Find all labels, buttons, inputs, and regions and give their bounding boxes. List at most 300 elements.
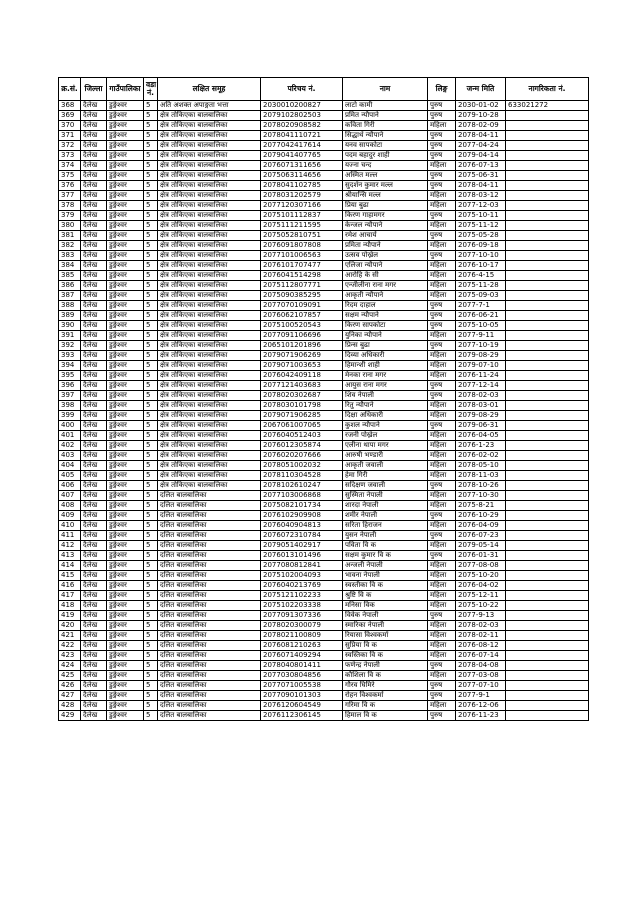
- cell-id-number: 2078020302687: [261, 391, 343, 401]
- cell-target-group: क्षेत्र तोकिएका बालबालिका: [158, 191, 261, 201]
- cell-citizenship-number: [506, 121, 589, 131]
- cell-citizenship-number: [506, 581, 589, 591]
- cell-district: दैलेख: [81, 431, 107, 441]
- cell-serial: 427: [59, 691, 81, 701]
- cell-district: दैलेख: [81, 231, 107, 241]
- cell-birth-date: 2078-02-03: [456, 621, 506, 631]
- cell-district: दैलेख: [81, 441, 107, 451]
- cell-target-group: क्षेत्र तोकिएका बालबालिका: [158, 111, 261, 121]
- table-row: [59, 661, 589, 671]
- cell-name: स्वस्तिका वि क: [343, 651, 428, 661]
- cell-district: दैलेख: [81, 631, 107, 641]
- table-row: [59, 341, 589, 351]
- cell-serial: 407: [59, 491, 81, 501]
- cell-id-number: 2075102004093: [261, 571, 343, 581]
- cell-birth-date: 2079-10-28: [456, 111, 506, 121]
- cell-id-number: 2076042409118: [261, 371, 343, 381]
- cell-municipality: डुङ्गेश्वर: [107, 311, 144, 321]
- cell-target-group: दलित बालबालिका: [158, 691, 261, 701]
- cell-municipality: डुङ्गेश्वर: [107, 421, 144, 431]
- cell-municipality: डुङ्गेश्वर: [107, 591, 144, 601]
- cell-target-group: क्षेत्र तोकिएका बालबालिका: [158, 231, 261, 241]
- cell-citizenship-number: [506, 301, 589, 311]
- cell-gender: महिला: [428, 501, 456, 511]
- cell-gender: महिला: [428, 281, 456, 291]
- cell-birth-date: 2079-08-29: [456, 351, 506, 361]
- cell-target-group: दलित बालबालिका: [158, 681, 261, 691]
- cell-citizenship-number: [506, 111, 589, 121]
- cell-ward: 5: [144, 271, 158, 281]
- cell-id-number: 2077103006868: [261, 491, 343, 501]
- cell-ward: 5: [144, 151, 158, 161]
- cell-id-number: 2079071003653: [261, 361, 343, 371]
- table-row: [59, 571, 589, 581]
- cell-citizenship-number: [506, 501, 589, 511]
- cell-ward: 5: [144, 471, 158, 481]
- cell-gender: महिला: [428, 491, 456, 501]
- cell-ward: 5: [144, 381, 158, 391]
- cell-target-group: दलित बालबालिका: [158, 711, 261, 721]
- cell-serial: 413: [59, 551, 81, 561]
- cell-citizenship-number: [506, 531, 589, 541]
- header-citizenship-number: नागरिकता नं.: [506, 78, 589, 101]
- cell-birth-date: 2076-10-29: [456, 511, 506, 521]
- cell-target-group: दलित बालबालिका: [158, 701, 261, 711]
- cell-gender: महिला: [428, 121, 456, 131]
- cell-citizenship-number: [506, 541, 589, 551]
- cell-citizenship-number: [506, 701, 589, 711]
- cell-name: एलिजा न्यौपाने: [343, 261, 428, 271]
- cell-name: शारदा नेपाली: [343, 501, 428, 511]
- cell-id-number: 2078040801411: [261, 661, 343, 671]
- cell-citizenship-number: [506, 361, 589, 371]
- cell-district: दैलेख: [81, 191, 107, 201]
- cell-citizenship-number: [506, 571, 589, 581]
- cell-birth-date: 2076-04-02: [456, 581, 506, 591]
- cell-birth-date: 2076-09-18: [456, 241, 506, 251]
- cell-id-number: 2077071005538: [261, 681, 343, 691]
- cell-id-number: 2078031202579: [261, 191, 343, 201]
- cell-serial: 399: [59, 411, 81, 421]
- cell-district: दैलेख: [81, 561, 107, 571]
- cell-ward: 5: [144, 311, 158, 321]
- cell-municipality: डुङ्गेश्वर: [107, 111, 144, 121]
- cell-name: एलीना थापा मगर: [343, 441, 428, 451]
- cell-serial: 370: [59, 121, 81, 131]
- cell-municipality: डुङ्गेश्वर: [107, 631, 144, 641]
- cell-ward: 5: [144, 241, 158, 251]
- table-row: [59, 211, 589, 221]
- cell-district: दैलेख: [81, 661, 107, 671]
- cell-target-group: दलित बालबालिका: [158, 531, 261, 541]
- cell-birth-date: 2076-07-13: [456, 161, 506, 171]
- cell-municipality: डुङ्गेश्वर: [107, 491, 144, 501]
- cell-gender: महिला: [428, 371, 456, 381]
- cell-target-group: दलित बालबालिका: [158, 581, 261, 591]
- table-row: [59, 501, 589, 511]
- beneficiary-table: [58, 77, 589, 721]
- cell-name: फणेन्द्र नेपाली: [343, 661, 428, 671]
- cell-serial: 385: [59, 271, 81, 281]
- cell-citizenship-number: [506, 511, 589, 521]
- cell-citizenship-number: [506, 451, 589, 461]
- table-row: [59, 601, 589, 611]
- cell-serial: 428: [59, 701, 81, 711]
- cell-serial: 371: [59, 131, 81, 141]
- cell-citizenship-number: [506, 191, 589, 201]
- cell-municipality: डुङ्गेश्वर: [107, 461, 144, 471]
- cell-serial: 382: [59, 241, 81, 251]
- cell-district: दैलेख: [81, 271, 107, 281]
- cell-municipality: डुङ्गेश्वर: [107, 671, 144, 681]
- cell-ward: 5: [144, 581, 158, 591]
- cell-id-number: 2077120307166: [261, 201, 343, 211]
- cell-name: युनिका न्यौपाने: [343, 331, 428, 341]
- cell-id-number: 2077101006563: [261, 251, 343, 261]
- cell-citizenship-number: [506, 461, 589, 471]
- cell-gender: महिला: [428, 411, 456, 421]
- table-row: [59, 391, 589, 401]
- cell-ward: 5: [144, 441, 158, 451]
- cell-name: आरुषी भण्डारी: [343, 451, 428, 461]
- cell-municipality: डुङ्गेश्वर: [107, 691, 144, 701]
- cell-gender: महिला: [428, 651, 456, 661]
- cell-gender: महिला: [428, 291, 456, 301]
- cell-district: दैलेख: [81, 421, 107, 431]
- cell-gender: पुरुष: [428, 341, 456, 351]
- cell-gender: महिला: [428, 261, 456, 271]
- cell-gender: पुरुष: [428, 711, 456, 721]
- cell-serial: 384: [59, 261, 81, 271]
- cell-serial: 390: [59, 321, 81, 331]
- cell-ward: 5: [144, 291, 158, 301]
- cell-ward: 5: [144, 261, 158, 271]
- cell-serial: 422: [59, 641, 81, 651]
- cell-target-group: दलित बालबालिका: [158, 601, 261, 611]
- cell-municipality: डुङ्गेश्वर: [107, 151, 144, 161]
- cell-municipality: डुङ्गेश्वर: [107, 201, 144, 211]
- cell-ward: 5: [144, 561, 158, 571]
- cell-birth-date: 2079-07-10: [456, 361, 506, 371]
- cell-ward: 5: [144, 481, 158, 491]
- cell-target-group: क्षेत्र तोकिएका बालबालिका: [158, 221, 261, 231]
- cell-serial: 376: [59, 181, 81, 191]
- cell-ward: 5: [144, 161, 158, 171]
- cell-municipality: डुङ्गेश्वर: [107, 681, 144, 691]
- cell-municipality: डुङ्गेश्वर: [107, 451, 144, 461]
- cell-gender: महिला: [428, 271, 456, 281]
- cell-district: दैलेख: [81, 241, 107, 251]
- cell-municipality: डुङ्गेश्वर: [107, 261, 144, 271]
- cell-id-number: 2075100520543: [261, 321, 343, 331]
- cell-target-group: दलित बालबालिका: [158, 621, 261, 631]
- table-row: [59, 521, 589, 531]
- cell-ward: 5: [144, 451, 158, 461]
- cell-municipality: डुङ्गेश्वर: [107, 241, 144, 251]
- table-row: [59, 371, 589, 381]
- cell-name: पदम बहादुर शाही: [343, 151, 428, 161]
- cell-district: दैलेख: [81, 331, 107, 341]
- cell-citizenship-number: [506, 711, 589, 721]
- cell-id-number: 2075101112837: [261, 211, 343, 221]
- cell-target-group: दलित बालबालिका: [158, 651, 261, 661]
- cell-name: स्मारिका नेपाली: [343, 621, 428, 631]
- table-row: [59, 451, 589, 461]
- cell-district: दैलेख: [81, 601, 107, 611]
- cell-id-number: 2078041110721: [261, 131, 343, 141]
- table-row: [59, 401, 589, 411]
- cell-name: रोहन विश्वकर्मा: [343, 691, 428, 701]
- cell-ward: 5: [144, 141, 158, 151]
- cell-target-group: क्षेत्र तोकिएका बालबालिका: [158, 121, 261, 131]
- cell-citizenship-number: 633021272: [506, 101, 589, 111]
- table-row: [59, 651, 589, 661]
- cell-municipality: डुङ्गेश्वर: [107, 371, 144, 381]
- table-row: [59, 461, 589, 471]
- table-row: [59, 681, 589, 691]
- cell-gender: महिला: [428, 451, 456, 461]
- cell-birth-date: 2077-7-1: [456, 301, 506, 311]
- cell-id-number: 2077080812841: [261, 561, 343, 571]
- cell-name: मेनका राना मगर: [343, 371, 428, 381]
- cell-serial: 410: [59, 521, 81, 531]
- cell-birth-date: 2076-08-12: [456, 641, 506, 651]
- cell-id-number: 2076101707477: [261, 261, 343, 271]
- cell-gender: पुरुष: [428, 251, 456, 261]
- cell-id-number: 2075052810751: [261, 231, 343, 241]
- cell-district: दैलेख: [81, 211, 107, 221]
- cell-birth-date: 2078-02-09: [456, 121, 506, 131]
- cell-name: भावना नेपाली: [343, 571, 428, 581]
- cell-name: पविता वि क: [343, 541, 428, 551]
- cell-district: दैलेख: [81, 461, 107, 471]
- cell-serial: 372: [59, 141, 81, 151]
- cell-target-group: क्षेत्र तोकिएका बालबालिका: [158, 211, 261, 221]
- table-row: [59, 191, 589, 201]
- cell-district: दैलेख: [81, 411, 107, 421]
- cell-target-group: क्षेत्र तोकिएका बालबालिका: [158, 291, 261, 301]
- cell-district: दैलेख: [81, 541, 107, 551]
- cell-citizenship-number: [506, 611, 589, 621]
- cell-ward: 5: [144, 661, 158, 671]
- cell-gender: महिला: [428, 521, 456, 531]
- cell-gender: पुरुष: [428, 111, 456, 121]
- cell-target-group: दलित बालबालिका: [158, 671, 261, 681]
- cell-birth-date: 2077-08-08: [456, 561, 506, 571]
- cell-name: हिमाल वि क: [343, 711, 428, 721]
- cell-id-number: 2078051002032: [261, 461, 343, 471]
- cell-id-number: 2077030804856: [261, 671, 343, 681]
- cell-gender: पुरुष: [428, 231, 456, 241]
- cell-municipality: डुङ्गेश्वर: [107, 531, 144, 541]
- table-row: [59, 691, 589, 701]
- cell-district: दैलेख: [81, 171, 107, 181]
- table-row: [59, 321, 589, 331]
- cell-birth-date: 2075-11-28: [456, 281, 506, 291]
- cell-target-group: क्षेत्र तोकिएका बालबालिका: [158, 381, 261, 391]
- table-row: [59, 151, 589, 161]
- cell-district: दैलेख: [81, 201, 107, 211]
- header-municipality: गाउँपालिका: [107, 78, 144, 101]
- cell-target-group: क्षेत्र तोकिएका बालबालिका: [158, 411, 261, 421]
- cell-name: सुस्मिता नेपाली: [343, 491, 428, 501]
- cell-district: दैलेख: [81, 251, 107, 261]
- cell-municipality: डुङ्गेश्वर: [107, 131, 144, 141]
- cell-name: श्रीयान्सि मल्ल: [343, 191, 428, 201]
- cell-name: आकृती न्यौपाने: [343, 291, 428, 301]
- table-row: [59, 711, 589, 721]
- header-target-group: लक्षित समूह: [158, 78, 261, 101]
- cell-id-number: 2076112306145: [261, 711, 343, 721]
- table-row: [59, 131, 589, 141]
- table-row: [59, 641, 589, 651]
- cell-target-group: दलित बालबालिका: [158, 611, 261, 621]
- table-row: [59, 141, 589, 151]
- cell-citizenship-number: [506, 521, 589, 531]
- table-row: [59, 251, 589, 261]
- cell-target-group: क्षेत्र तोकिएका बालबालिका: [158, 331, 261, 341]
- cell-name: स्वस्तीका वि क: [343, 581, 428, 591]
- cell-birth-date: 2077-12-03: [456, 201, 506, 211]
- cell-serial: 373: [59, 151, 81, 161]
- cell-serial: 392: [59, 341, 81, 351]
- cell-birth-date: 2076-11-24: [456, 371, 506, 381]
- table-row: [59, 541, 589, 551]
- cell-target-group: क्षेत्र तोकिएका बालबालिका: [158, 471, 261, 481]
- cell-birth-date: 2079-08-29: [456, 411, 506, 421]
- cell-gender: पुरुष: [428, 381, 456, 391]
- cell-ward: 5: [144, 171, 158, 181]
- cell-id-number: 2078102610247: [261, 481, 343, 491]
- table-row: [59, 361, 589, 371]
- cell-birth-date: 2078-02-03: [456, 391, 506, 401]
- cell-target-group: क्षेत्र तोकिएका बालबालिका: [158, 281, 261, 291]
- table-row: [59, 561, 589, 571]
- cell-birth-date: 2076-02-02: [456, 451, 506, 461]
- cell-id-number: 2075102203338: [261, 601, 343, 611]
- cell-birth-date: 2077-03-08: [456, 671, 506, 681]
- cell-ward: 5: [144, 201, 158, 211]
- cell-name: शमीर नेपाली: [343, 511, 428, 521]
- cell-gender: महिला: [428, 701, 456, 711]
- cell-target-group: क्षेत्र तोकिएका बालबालिका: [158, 241, 261, 251]
- cell-serial: 403: [59, 451, 81, 461]
- cell-name: सिद्धार्थ न्यौपाने: [343, 131, 428, 141]
- cell-ward: 5: [144, 691, 158, 701]
- cell-municipality: डुङ्गेश्वर: [107, 561, 144, 571]
- table-header-row: [59, 78, 589, 101]
- cell-name: श्रुष्टि वि क: [343, 591, 428, 601]
- cell-id-number: 2077121403683: [261, 381, 343, 391]
- table-row: [59, 471, 589, 481]
- cell-citizenship-number: [506, 371, 589, 381]
- cell-serial: 406: [59, 481, 81, 491]
- cell-citizenship-number: [506, 311, 589, 321]
- cell-gender: पुरुष: [428, 661, 456, 671]
- cell-birth-date: 2077-10-19: [456, 341, 506, 351]
- cell-district: दैलेख: [81, 591, 107, 601]
- cell-gender: महिला: [428, 621, 456, 631]
- cell-municipality: डुङ्गेश्वर: [107, 351, 144, 361]
- cell-district: दैलेख: [81, 641, 107, 651]
- cell-citizenship-number: [506, 231, 589, 241]
- cell-target-group: क्षेत्र तोकिएका बालबालिका: [158, 431, 261, 441]
- cell-birth-date: 2077-9-1: [456, 691, 506, 701]
- cell-name: प्रिया बुढा: [343, 201, 428, 211]
- cell-district: दैलेख: [81, 551, 107, 561]
- cell-municipality: डुङ्गेश्वर: [107, 541, 144, 551]
- cell-ward: 5: [144, 111, 158, 121]
- table-row: [59, 301, 589, 311]
- table-body: [59, 101, 589, 721]
- cell-district: दैलेख: [81, 221, 107, 231]
- cell-citizenship-number: [506, 351, 589, 361]
- cell-serial: 423: [59, 651, 81, 661]
- cell-serial: 375: [59, 171, 81, 181]
- cell-gender: महिला: [428, 351, 456, 361]
- cell-ward: 5: [144, 531, 158, 541]
- table-row: [59, 181, 589, 191]
- cell-municipality: डुङ्गेश्वर: [107, 611, 144, 621]
- table-row: [59, 581, 589, 591]
- cell-serial: 380: [59, 221, 81, 231]
- cell-target-group: दलित बालबालिका: [158, 591, 261, 601]
- cell-serial: 426: [59, 681, 81, 691]
- cell-birth-date: 2075-10-20: [456, 571, 506, 581]
- document-page: [58, 77, 589, 721]
- cell-citizenship-number: [506, 131, 589, 141]
- cell-id-number: 2075111211595: [261, 221, 343, 231]
- cell-birth-date: 2076-04-05: [456, 431, 506, 441]
- cell-municipality: डुङ्गेश्वर: [107, 141, 144, 151]
- cell-name: युसन नेपाली: [343, 531, 428, 541]
- cell-id-number: 2076020207666: [261, 451, 343, 461]
- cell-target-group: दलित बालबालिका: [158, 501, 261, 511]
- cell-gender: पुरुष: [428, 531, 456, 541]
- cell-district: दैलेख: [81, 281, 107, 291]
- cell-gender: महिला: [428, 331, 456, 341]
- table-row: [59, 231, 589, 241]
- cell-municipality: डुङ्गेश्वर: [107, 171, 144, 181]
- cell-target-group: दलित बालबालिका: [158, 661, 261, 671]
- cell-serial: 389: [59, 311, 81, 321]
- cell-gender: महिला: [428, 571, 456, 581]
- cell-target-group: क्षेत्र तोकिएका बालबालिका: [158, 141, 261, 151]
- cell-serial: 397: [59, 391, 81, 401]
- cell-gender: महिला: [428, 541, 456, 551]
- cell-birth-date: 2078-03-12: [456, 191, 506, 201]
- cell-id-number: 2067061007065: [261, 421, 343, 431]
- cell-municipality: डुङ्गेश्वर: [107, 651, 144, 661]
- cell-id-number: 2076013101496: [261, 551, 343, 561]
- cell-gender: पुरुष: [428, 421, 456, 431]
- cell-birth-date: 2075-11-12: [456, 221, 506, 231]
- cell-name: रियासा विश्वकर्मा: [343, 631, 428, 641]
- cell-id-number: 2077091106696: [261, 331, 343, 341]
- cell-serial: 411: [59, 531, 81, 541]
- cell-ward: 5: [144, 281, 158, 291]
- cell-id-number: 2075112807771: [261, 281, 343, 291]
- cell-id-number: 2079071906269: [261, 351, 343, 361]
- cell-birth-date: 2077-10-30: [456, 491, 506, 501]
- cell-citizenship-number: [506, 211, 589, 221]
- cell-citizenship-number: [506, 241, 589, 251]
- cell-birth-date: 2076-07-23: [456, 531, 506, 541]
- cell-district: दैलेख: [81, 451, 107, 461]
- cell-citizenship-number: [506, 161, 589, 171]
- cell-serial: 374: [59, 161, 81, 171]
- cell-municipality: डुङ्गेश्वर: [107, 401, 144, 411]
